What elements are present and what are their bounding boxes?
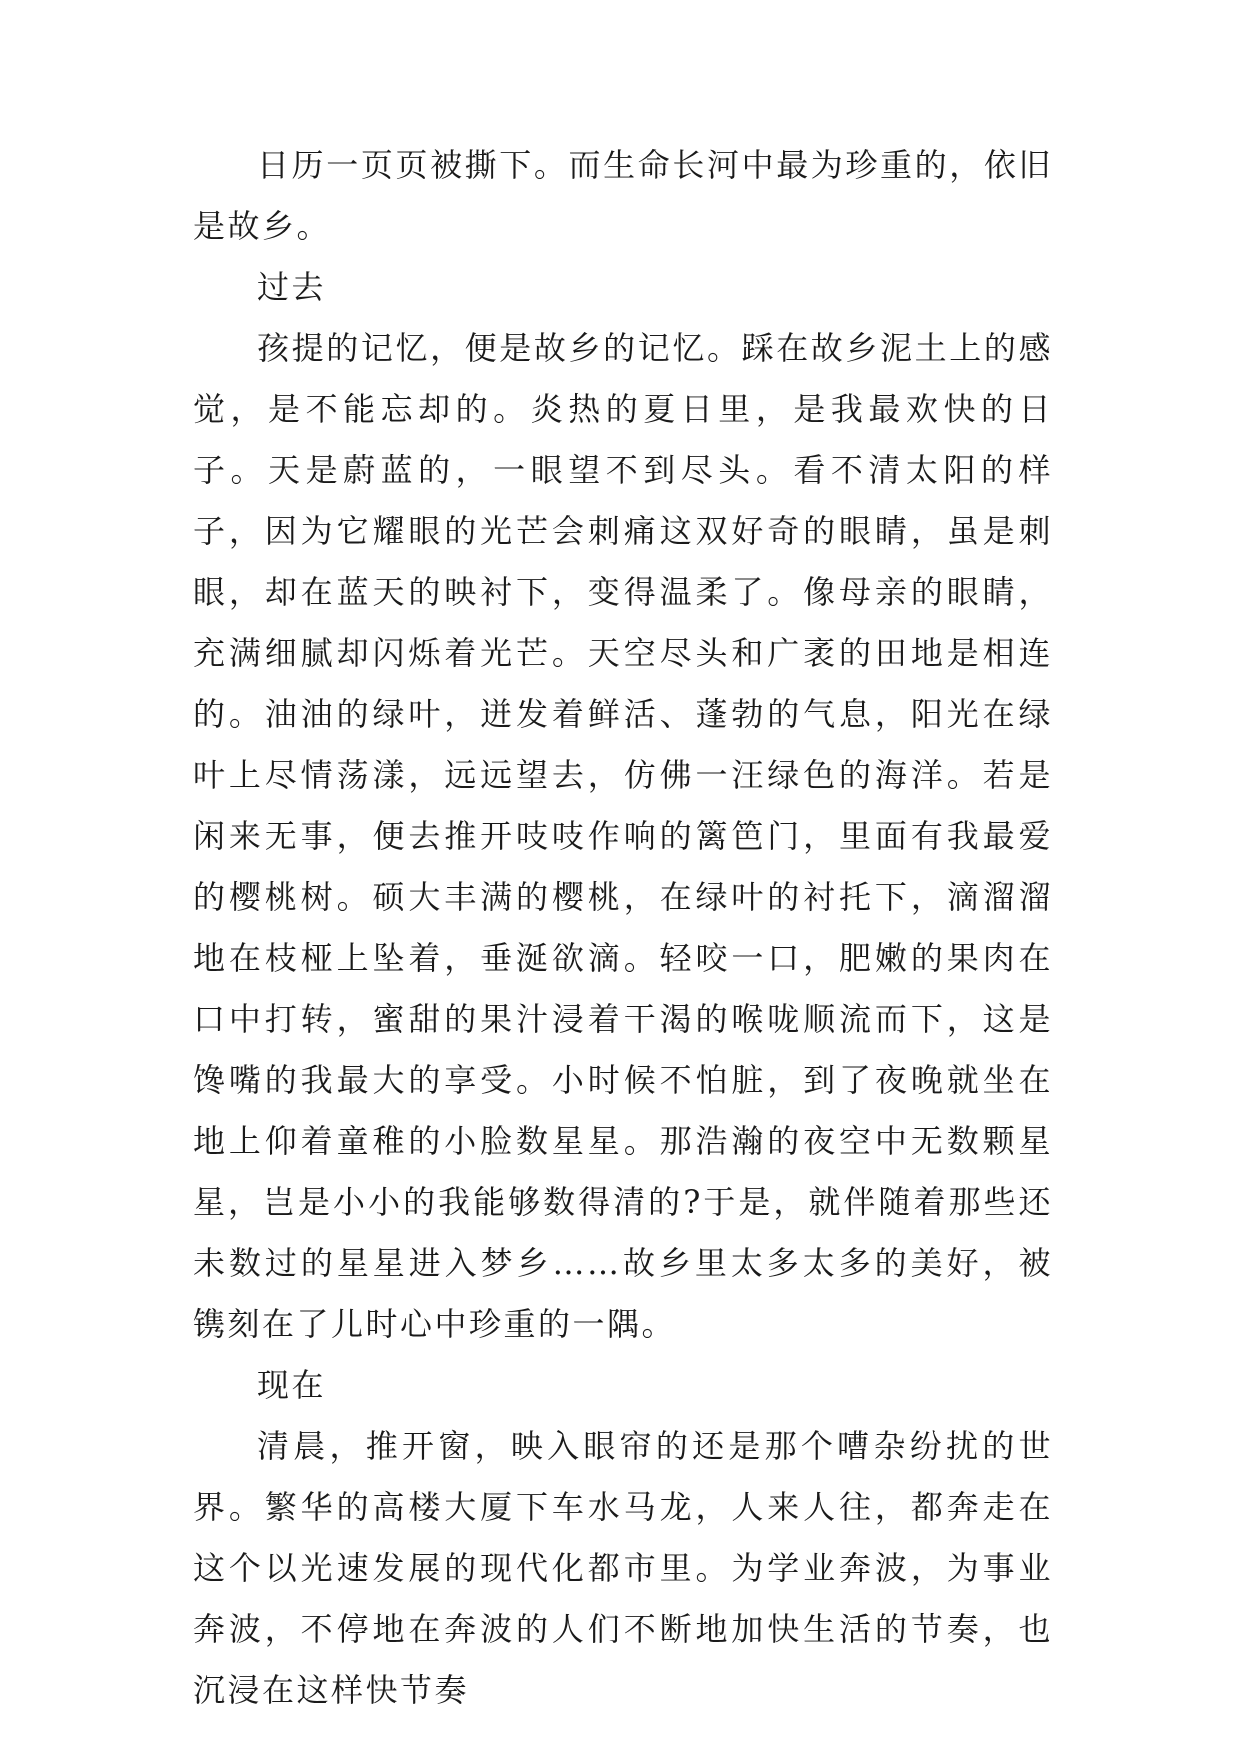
document-body: [193, 135, 1053, 1721]
paragraph-present: 清晨，推开窗，映入眼帘的还是那个嘈杂纷扰的世界。繁华的高楼大厦下车水马龙，人来人往，都奔走在这个以光速发展的现代化都市里。为学业奔波，为事业奔波，不停地在奔波的人们不断地加快生活的节奏，也沉浸在这样快节奏: [193, 1427, 1053, 1709]
paragraph-intro: 日历一页页被撕下。而生命长河中最为珍重的，依旧是故乡。: [193, 146, 1053, 245]
section-heading-present: 现在: [257, 1366, 327, 1404]
paragraph-past: 孩提的记忆，便是故乡的记忆。踩在故乡泥土上的感觉，是不能忘却的。炎热的夏日里，是我最欢快的日子。天是蔚蓝的，一眼望不到尽头。看不清太阳的样子，因为它耀眼的光芒会刺痛这双好奇的眼睛，虽是刺眼，却在蓝天的映衬下，变得温柔了。像母亲的眼睛，充满细腻却闪烁着光芒。天空尽头和广袤的田地是相连的。油油的绿叶，迸发着鲜活、蓬勃的气息，阳光在绿叶上尽情荡漾，远远望去，仿佛一汪绿色的海洋。若是闲来无事，便去推开吱吱作响的篱笆门，里面有我最爱的樱桃树。硕大丰满的樱桃，在绿叶的衬托下，滴溜溜地在枝桠上坠着，垂涎欲滴。轻咬一口，肥嫩的果肉在口中打转，蜜甜的果汁浸着干渴的喉咙顺流而下，这是馋嘴的我最大的享受。小时候不怕脏，到了夜晚就坐在地上仰着童稚的小脸数星星。那浩瀚的夜空中无数颗星星，岂是小小的我能够数得清的?于是，就伴随着那些还未数过的星星进入梦乡……故乡里太多太多的美好，被镌刻在了儿时心中珍重的一隅。: [193, 329, 1053, 1343]
section-heading-past: 过去: [257, 268, 327, 306]
